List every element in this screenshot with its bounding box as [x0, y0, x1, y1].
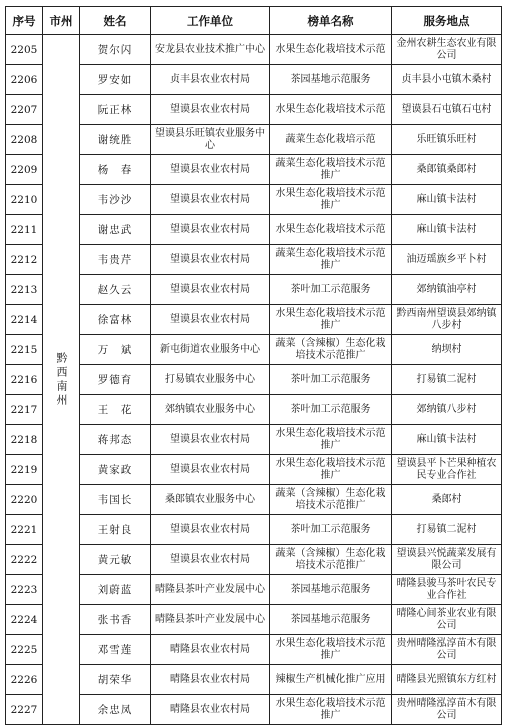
- seq-cell: 2209: [6, 155, 43, 185]
- name-cell: 杨 春: [80, 155, 151, 185]
- award-list-table: [5, 6, 502, 725]
- name-cell: 万 斌: [80, 335, 151, 365]
- table-row: [6, 215, 502, 245]
- header-unit: 工作单位: [151, 7, 270, 35]
- place-cell: 望谟县平卜芒果种植农民专业合作社: [392, 455, 502, 485]
- unit-cell: 晴隆县农业农村局: [151, 665, 270, 695]
- place-cell: 麻山镇卡法村: [392, 185, 502, 215]
- list-name-cell: 蔬菜（含辣椒）生态化栽培技术示范推广: [270, 545, 392, 575]
- place-cell: 贵州晴隆泓淳苗木有限公司: [392, 695, 502, 725]
- table-row: [6, 545, 502, 575]
- unit-cell: 望谟县农业农村局: [151, 305, 270, 335]
- name-cell: 王 花: [80, 395, 151, 425]
- unit-cell: 桑郎镇农业服务中心: [151, 485, 270, 515]
- unit-cell: 晴隆县茶叶产业发展中心: [151, 575, 270, 605]
- table-row: [6, 395, 502, 425]
- header-city: 市州: [43, 7, 80, 35]
- list-name-cell: 茶叶加工示范服务: [270, 515, 392, 545]
- table-row: [6, 365, 502, 395]
- name-cell: 赵久云: [80, 275, 151, 305]
- table-row: [6, 125, 502, 155]
- table-row: [6, 575, 502, 605]
- place-cell: 望谟县兴悦蔬菜发展有限公司: [392, 545, 502, 575]
- table-row: [6, 35, 502, 65]
- table-row: [6, 305, 502, 335]
- place-cell: 黔西南州望谟县郊纳镇八步村: [392, 305, 502, 335]
- list-name-cell: 茶叶加工示范服务: [270, 365, 392, 395]
- place-cell: 油迈瑶族乡平卜村: [392, 245, 502, 275]
- place-cell: 晴隆心间茶业农业有限公司: [392, 605, 502, 635]
- seq-cell: 2216: [6, 365, 43, 395]
- table-body: [6, 35, 502, 725]
- place-cell: 贵州晴隆泓淳苗木有限公司: [392, 635, 502, 665]
- list-name-cell: 水果生态化栽培技术示范推广: [270, 305, 392, 335]
- header-place: 服务地点: [392, 7, 502, 35]
- table-row: [6, 695, 502, 725]
- list-name-cell: 水果生态化栽培技术示范推广: [270, 635, 392, 665]
- city-cell: 黔西南州: [43, 35, 80, 725]
- unit-cell: 晴隆县农业农村局: [151, 695, 270, 725]
- unit-cell: 望谟县农业农村局: [151, 215, 270, 245]
- header-list: 榜单名称: [270, 7, 392, 35]
- seq-cell: 2226: [6, 665, 43, 695]
- name-cell: 贺尔闪: [80, 35, 151, 65]
- unit-cell: 望谟县农业农村局: [151, 455, 270, 485]
- seq-cell: 2223: [6, 575, 43, 605]
- unit-cell: 望谟县农业农村局: [151, 545, 270, 575]
- list-name-cell: 水果生态化栽培技术示范推广: [270, 455, 392, 485]
- list-name-cell: 蔬菜（含辣椒）生态化栽培技术示范推广: [270, 335, 392, 365]
- seq-cell: 2215: [6, 335, 43, 365]
- place-cell: 麻山镇卡法村: [392, 425, 502, 455]
- name-cell: 谢忠武: [80, 215, 151, 245]
- name-cell: 王射良: [80, 515, 151, 545]
- place-cell: 纳坝村: [392, 335, 502, 365]
- seq-cell: 2221: [6, 515, 43, 545]
- table-row: [6, 155, 502, 185]
- unit-cell: 晴隆县茶叶产业发展中心: [151, 605, 270, 635]
- place-cell: 郊纳镇油亭村: [392, 275, 502, 305]
- unit-cell: 望谟县农业农村局: [151, 245, 270, 275]
- header-name: 姓名: [80, 7, 151, 35]
- seq-cell: 2214: [6, 305, 43, 335]
- list-name-cell: 茶园基地示范服务: [270, 65, 392, 95]
- unit-cell: 安龙县农业技术推广中心: [151, 35, 270, 65]
- unit-cell: 打易镇农业服务中心: [151, 365, 270, 395]
- place-cell: 望谟县石屯镇石屯村: [392, 95, 502, 125]
- seq-cell: 2218: [6, 425, 43, 455]
- place-cell: 金州农耕生态农业有限公司: [392, 35, 502, 65]
- list-name-cell: 水果生态化栽培技术示范: [270, 35, 392, 65]
- name-cell: 刘蔚蓝: [80, 575, 151, 605]
- unit-cell: 新屯街道农业服务中心: [151, 335, 270, 365]
- table-row: [6, 605, 502, 635]
- seq-cell: 2225: [6, 635, 43, 665]
- name-cell: 罗德育: [80, 365, 151, 395]
- list-name-cell: 茶园基地示范服务: [270, 575, 392, 605]
- list-name-cell: 水果生态化栽培技术示范推广: [270, 695, 392, 725]
- seq-cell: 2208: [6, 125, 43, 155]
- name-cell: 韦沙沙: [80, 185, 151, 215]
- list-name-cell: 蔬菜生态化栽培技术示范推广: [270, 245, 392, 275]
- table-row: [6, 665, 502, 695]
- table-row: [6, 425, 502, 455]
- name-cell: 余忠凤: [80, 695, 151, 725]
- list-name-cell: 水果生态化栽培技术示范推广: [270, 425, 392, 455]
- unit-cell: 晴隆县农业农村局: [151, 635, 270, 665]
- name-cell: 黄元敏: [80, 545, 151, 575]
- unit-cell: 望谟县农业农村局: [151, 95, 270, 125]
- name-cell: 韦国长: [80, 485, 151, 515]
- list-name-cell: 水果生态化栽培技术示范: [270, 215, 392, 245]
- name-cell: 张书香: [80, 605, 151, 635]
- header-seq: 序号: [6, 7, 43, 35]
- place-cell: 打易镇二泥村: [392, 515, 502, 545]
- unit-cell: 望谟县农业农村局: [151, 425, 270, 455]
- list-name-cell: 蔬菜（含辣椒）生态化栽培技术示范推广: [270, 485, 392, 515]
- seq-cell: 2207: [6, 95, 43, 125]
- list-name-cell: 茶园基地示范服务: [270, 605, 392, 635]
- name-cell: 韦贵芹: [80, 245, 151, 275]
- table-row: [6, 245, 502, 275]
- place-cell: 桑郎村: [392, 485, 502, 515]
- seq-cell: 2224: [6, 605, 43, 635]
- table-row: [6, 95, 502, 125]
- unit-cell: 望谟县农业农村局: [151, 275, 270, 305]
- seq-cell: 2213: [6, 275, 43, 305]
- table-row: [6, 185, 502, 215]
- place-cell: 乐旺镇乐旺村: [392, 125, 502, 155]
- seq-cell: 2212: [6, 245, 43, 275]
- place-cell: 晴隆县光照镇东方红村: [392, 665, 502, 695]
- unit-cell: 郊纳镇农业服务中心: [151, 395, 270, 425]
- place-cell: 桑郎镇桑郎村: [392, 155, 502, 185]
- table-row: [6, 275, 502, 305]
- place-cell: 打易镇二泥村: [392, 365, 502, 395]
- list-name-cell: 蔬菜生态化栽培技术示范推广: [270, 155, 392, 185]
- list-name-cell: 茶叶加工示范服务: [270, 395, 392, 425]
- seq-cell: 2211: [6, 215, 43, 245]
- seq-cell: 2217: [6, 395, 43, 425]
- name-cell: 阮正林: [80, 95, 151, 125]
- unit-cell: 贞丰县农业农村局: [151, 65, 270, 95]
- list-name-cell: 茶叶加工示范服务: [270, 275, 392, 305]
- seq-cell: 2205: [6, 35, 43, 65]
- place-cell: 贞丰县小屯镇木桑村: [392, 65, 502, 95]
- seq-cell: 2219: [6, 455, 43, 485]
- table-row: [6, 455, 502, 485]
- list-name-cell: 蔬菜生态化栽培示范: [270, 125, 392, 155]
- table-row: [6, 65, 502, 95]
- table-row: [6, 335, 502, 365]
- name-cell: 罗安如: [80, 65, 151, 95]
- unit-cell: 望谟县农业农村局: [151, 515, 270, 545]
- place-cell: 麻山镇卡法村: [392, 215, 502, 245]
- table-row: [6, 515, 502, 545]
- seq-cell: 2220: [6, 485, 43, 515]
- list-name-cell: 水果生态化栽培技术示范推广: [270, 185, 392, 215]
- unit-cell: 望谟县农业农村局: [151, 155, 270, 185]
- seq-cell: 2227: [6, 695, 43, 725]
- unit-cell: 望谟县农业农村局: [151, 185, 270, 215]
- table-header-row: [6, 7, 502, 35]
- unit-cell: 望谟县乐旺镇农业服务中心: [151, 125, 270, 155]
- seq-cell: 2210: [6, 185, 43, 215]
- name-cell: 黄家政: [80, 455, 151, 485]
- name-cell: 谢统胜: [80, 125, 151, 155]
- name-cell: 邓雪莲: [80, 635, 151, 665]
- place-cell: 郊纳镇八步村: [392, 395, 502, 425]
- name-cell: 蒋邦态: [80, 425, 151, 455]
- seq-cell: 2206: [6, 65, 43, 95]
- name-cell: 胡荣华: [80, 665, 151, 695]
- seq-cell: 2222: [6, 545, 43, 575]
- list-name-cell: 水果生态化栽培技术示范: [270, 95, 392, 125]
- name-cell: 徐富林: [80, 305, 151, 335]
- table-row: [6, 635, 502, 665]
- place-cell: 晴隆县骏马茶叶农民专业合作社: [392, 575, 502, 605]
- table-row: [6, 485, 502, 515]
- list-name-cell: 辣椒生产机械化推广应用: [270, 665, 392, 695]
